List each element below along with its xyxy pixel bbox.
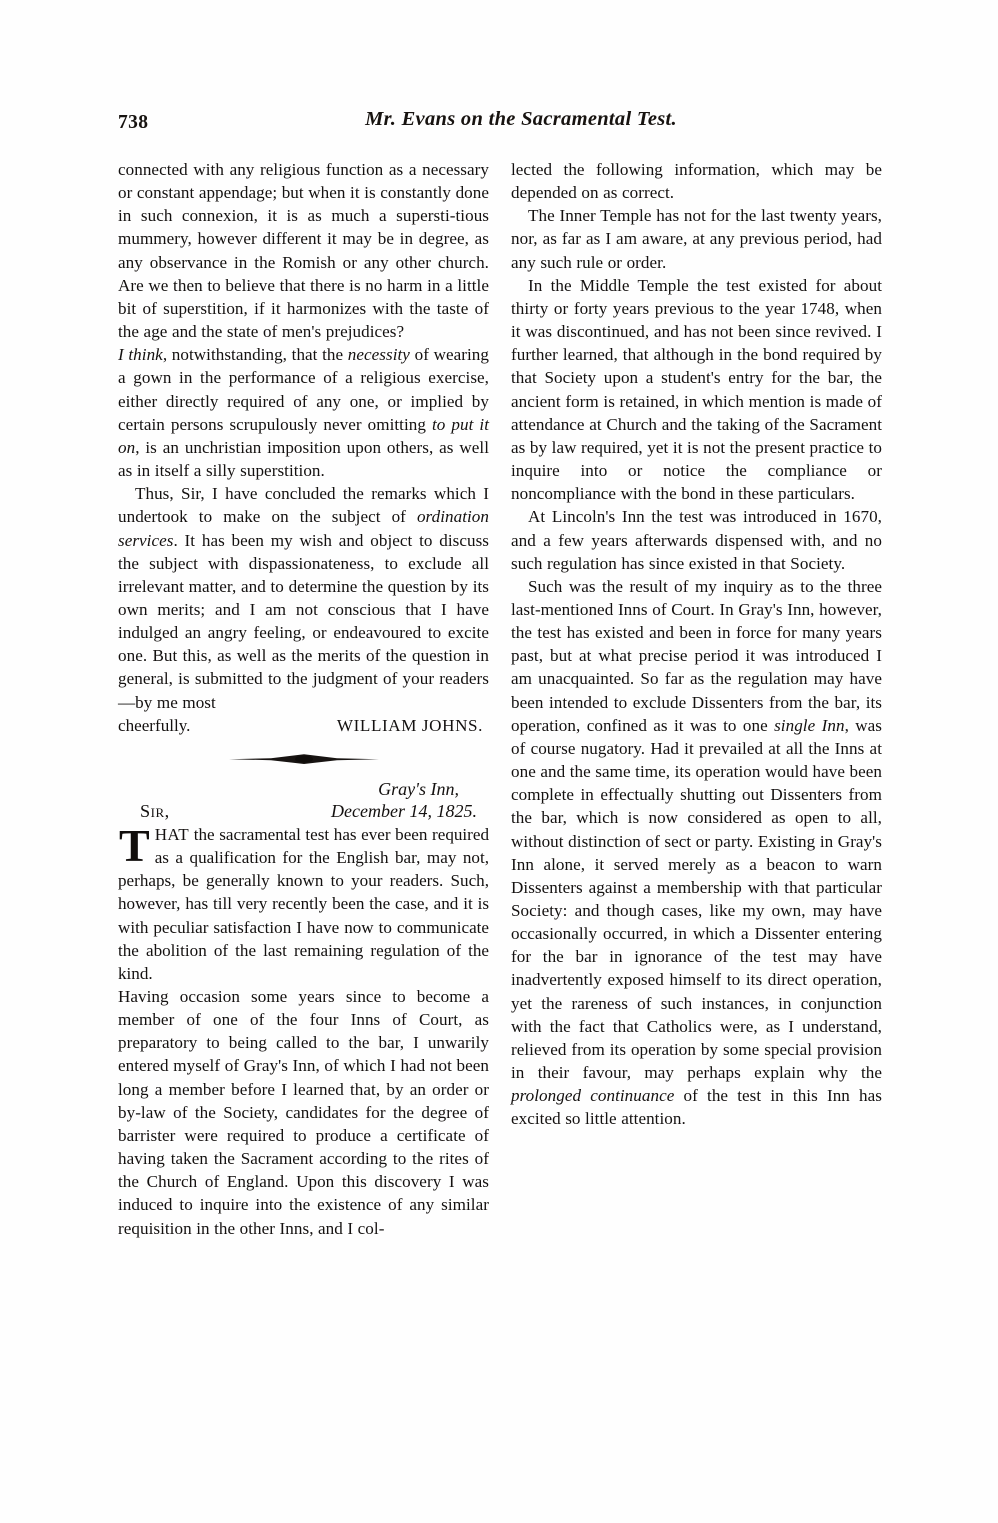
text-run: Thus, Sir, I have concluded the remarks which I undertook to make on the subject of [118,484,489,527]
ornamental-divider [118,744,489,774]
text-run: . It has been my wish and object to discuss the subject with dispassionateness, to exclude all irrelevant matter, and to determine the question by its own merits; and I am not conscious that I have indulged an angry feeling, or endeavoured to excite one. But this, as well as the merits of the question in general, is submitted to the judgment of your readers—by me most [118,530,489,712]
signature-name: WILLIAM JOHNS. [336,715,483,735]
paragraph: At Lincoln's Inn the test was introduced in 1670, and a few years afterwards dispensed with, and no such regulation has since existed in that Society. [511,507,882,573]
paragraph [511,575,882,1131]
paragraph: lected the following information, which may be depended on as correct. [511,160,882,203]
left-column [118,158,489,1240]
page-number: 738 [118,112,149,133]
two-column-body [118,158,882,1240]
salutation: Sir, [140,801,170,822]
italic-phrase: necessity [347,345,410,365]
paragraph [118,343,489,482]
right-column [511,158,882,1240]
italic-phrase: single Inn [774,715,845,735]
running-head-title: Mr. Evans on the Sacramental Test. [365,108,677,130]
text-run: of the test in this Inn has excited so little attention. [511,1086,882,1129]
text-run: Such was the result of my inquiry as to the three last-mentioned Inns of Court. In Gray's Inn, however, the test has existed and been in force for many years past, but at what precise period it was introduced I am unacquainted. So far as the regulation may have been intended to exclude Dissenters from the bar, its operation, confined as it was to one [511,576,882,735]
text-run: of wearing a gown in the performance of a religious exercise, either directly required of any one, or implied by certain persons scrupulously never omitting [118,345,489,434]
text-run: , was of course nugatory. Had it prevailed at all the Inns at one and the same time, its operation would have been complete in effectually shutting out Dissenters from the bar, which is now considered as open to all, without distinction of sect or party. Existing in Gray's Inn alone, it served merely as a beacon to warn Dissenters against a membership with that particular Society: and though cases, like my own, may have occasionally occurred, in which a Dissenter entering for the bar in ignorance of the test may have inadvertently exposed himself to its direct operation, yet the rareness of such instances, in conjunction with the fact that Catholics were, as I understand, relieved from its operation by some special provision in their favour, may perhaps explain why the [511,715,883,1083]
text-run: , is an unchristian imposition upon others, as well as in itself a silly superstition. [118,437,489,481]
letter-salutation-row [118,800,489,823]
letter-place: Gray's Inn, [378,778,459,799]
closing-word: cheerfully. [118,715,191,735]
letter-date: December 14, 1825. [331,801,477,822]
paragraph [118,482,489,714]
paragraph: In the Middle Temple the test existed for about thirty or forty years previous to the year 1748, when it was discontinued, and has not been since revived. I further learned, that although in the bond required by that Society upon a student's entry for the bar, the ancient form is retained, in which mention is made of attendance at Church and the taking of the Sacrament as by law required, yet it is not the present practice to inquire into or notice the compliance or noncompliance with the bond in these particulars. [511,275,882,504]
paragraph: The Inner Temple has not for the last twenty years, nor, as far as I am aware, at any previous period, had any such rule or order. [511,206,882,272]
drop-cap: T [119,819,150,871]
dropcap-paragraph [118,819,489,985]
italic-phrase: I think [118,345,163,365]
running-head [118,108,880,138]
italic-phrase: prolonged continuance [511,1086,675,1106]
signature-line [118,714,489,737]
italic-phrase: to put it on [118,414,489,457]
paragraph: connected with any religious function as a necessary or constant appendage; but when it is constantly done in such connexion, it is as much a supersti-tious mummery, however different it may be in degree, as any observance in the Romish or any other church. Are we then to believe that there is no harm in a little bit of superstition, if it harmonizes with the taste of the age and the state of men's prejudices? [118,160,489,342]
text-run: , notwithstanding, that the [162,345,348,365]
paragraph: Having occasion some years since to become a member of one of the four Inns of Court, as preparatory to being called to the bar, I unwarily entered myself of Gray's Inn, of which I had not been long a member before I learned that, by an order or by-law of the Society, candidates for the degree of barrister were required to produce a certificate of having taken the Sacrament according to the rites of the Church of England. Upon this discovery I was induced to inquire into the existence of any similar requisition in the other Inns, and I col- [118,987,489,1238]
opening-caps: HAT [154,824,190,844]
text-run: the sacramental test has ever been required as a qualification for the English bar, may not, perhaps, be generally known to your readers. Such, however, has till very recently been the case, and it is with peculiar satisfaction I have now to communicate the abolition of the last remaining regulation of the kind. [118,824,489,983]
italic-phrase: ordination services [118,507,489,550]
